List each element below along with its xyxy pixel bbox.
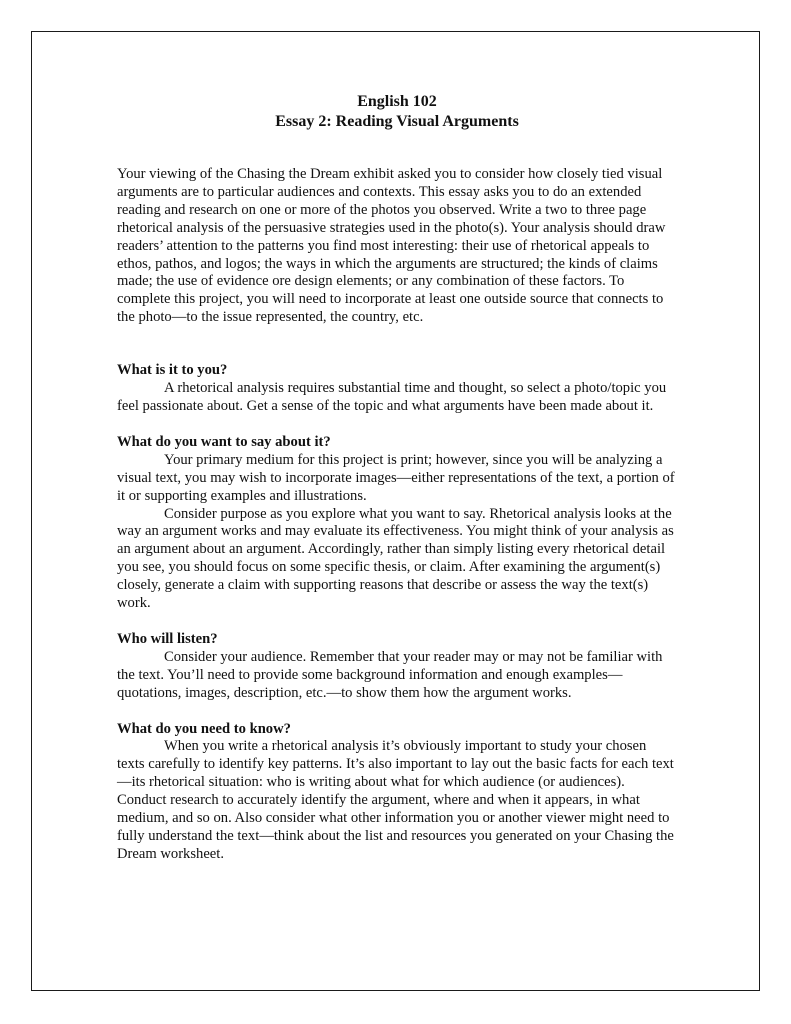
assignment-title: Essay 2: Reading Visual Arguments — [275, 113, 519, 130]
section-what-is-it — [117, 362, 677, 416]
section-heading: What do you want to say about it? — [117, 433, 331, 450]
section-what-to-know — [117, 721, 677, 864]
section-who-will-listen — [117, 631, 677, 703]
section-heading: What do you need to know? — [117, 720, 291, 737]
section-heading: What is it to you? — [117, 362, 228, 379]
section-what-to-say — [117, 434, 677, 613]
section-paragraph: Consider purpose as you explore what you want to say. Rhetorical analysis looks at the way an argument works and may evaluate its effectiveness. You might think of your analysis as an argument about an argument. Accordingly, rather than simply listing every rhetorical detail you see, you should focus on some specific thesis, or claim. After examining the argument(s) closely, generate a claim with supporting reasons that describe or assess the way the text(s) work. — [117, 505, 674, 612]
section-heading: Who will listen? — [117, 630, 218, 647]
section-paragraph: A rhetorical analysis requires substantial time and thought, so select a photo/topic you feel passionate about. Get a sense of the topic and what arguments have been made about it. — [117, 380, 667, 414]
section-paragraph: Your primary medium for this project is print; however, since you will be analyzing a visual text, you may wish to incorporate images—either representations of the text, a portion of it or supporting examples and illustrations. — [117, 451, 675, 504]
intro-paragraph: Your viewing of the Chasing the Dream exhibit asked you to consider how closely tied visual arguments are to particular audiences and contexts. This essay asks you to do an extended reading and research on one or more of the photos you observed. Write a two to three page rhetorical analysis of the persuasive strategies used in the photo(s). Your analysis should draw readers’ attention to the patterns you find most interesting: their use of rhetorical appeals to ethos, pathos, and logos; the ways in which the arguments are structured; the kinds of claims made; the use of evidence ore design elements; or any combination of these factors. To complete this project, you will need to incorporate at least one outside source that connects to the photo—to the issue represented, the country, etc. — [117, 166, 666, 326]
course-title: English 102 — [357, 93, 437, 110]
section-paragraph: When you write a rhetorical analysis it’s obviously important to study your chosen texts carefully to identify key patterns. It’s also important to lay out the basic facts for each text—its rhetorical situation: who is writing about what for which audience (or audiences). Conduct research to accurately identify the argument, where and when it appears, in what medium, and so on. Also consider what other information you or another viewer might need to fully understand the text—think about the list and resources you generated on your Chasing the Dream worksheet. — [117, 738, 674, 862]
document-body — [117, 92, 677, 864]
section-paragraph: Consider your audience. Remember that your reader may or may not be familiar with the text. You’ll need to provide some background information and enough examples—quotations, images, description, etc.—to show them how the argument works. — [117, 648, 663, 701]
